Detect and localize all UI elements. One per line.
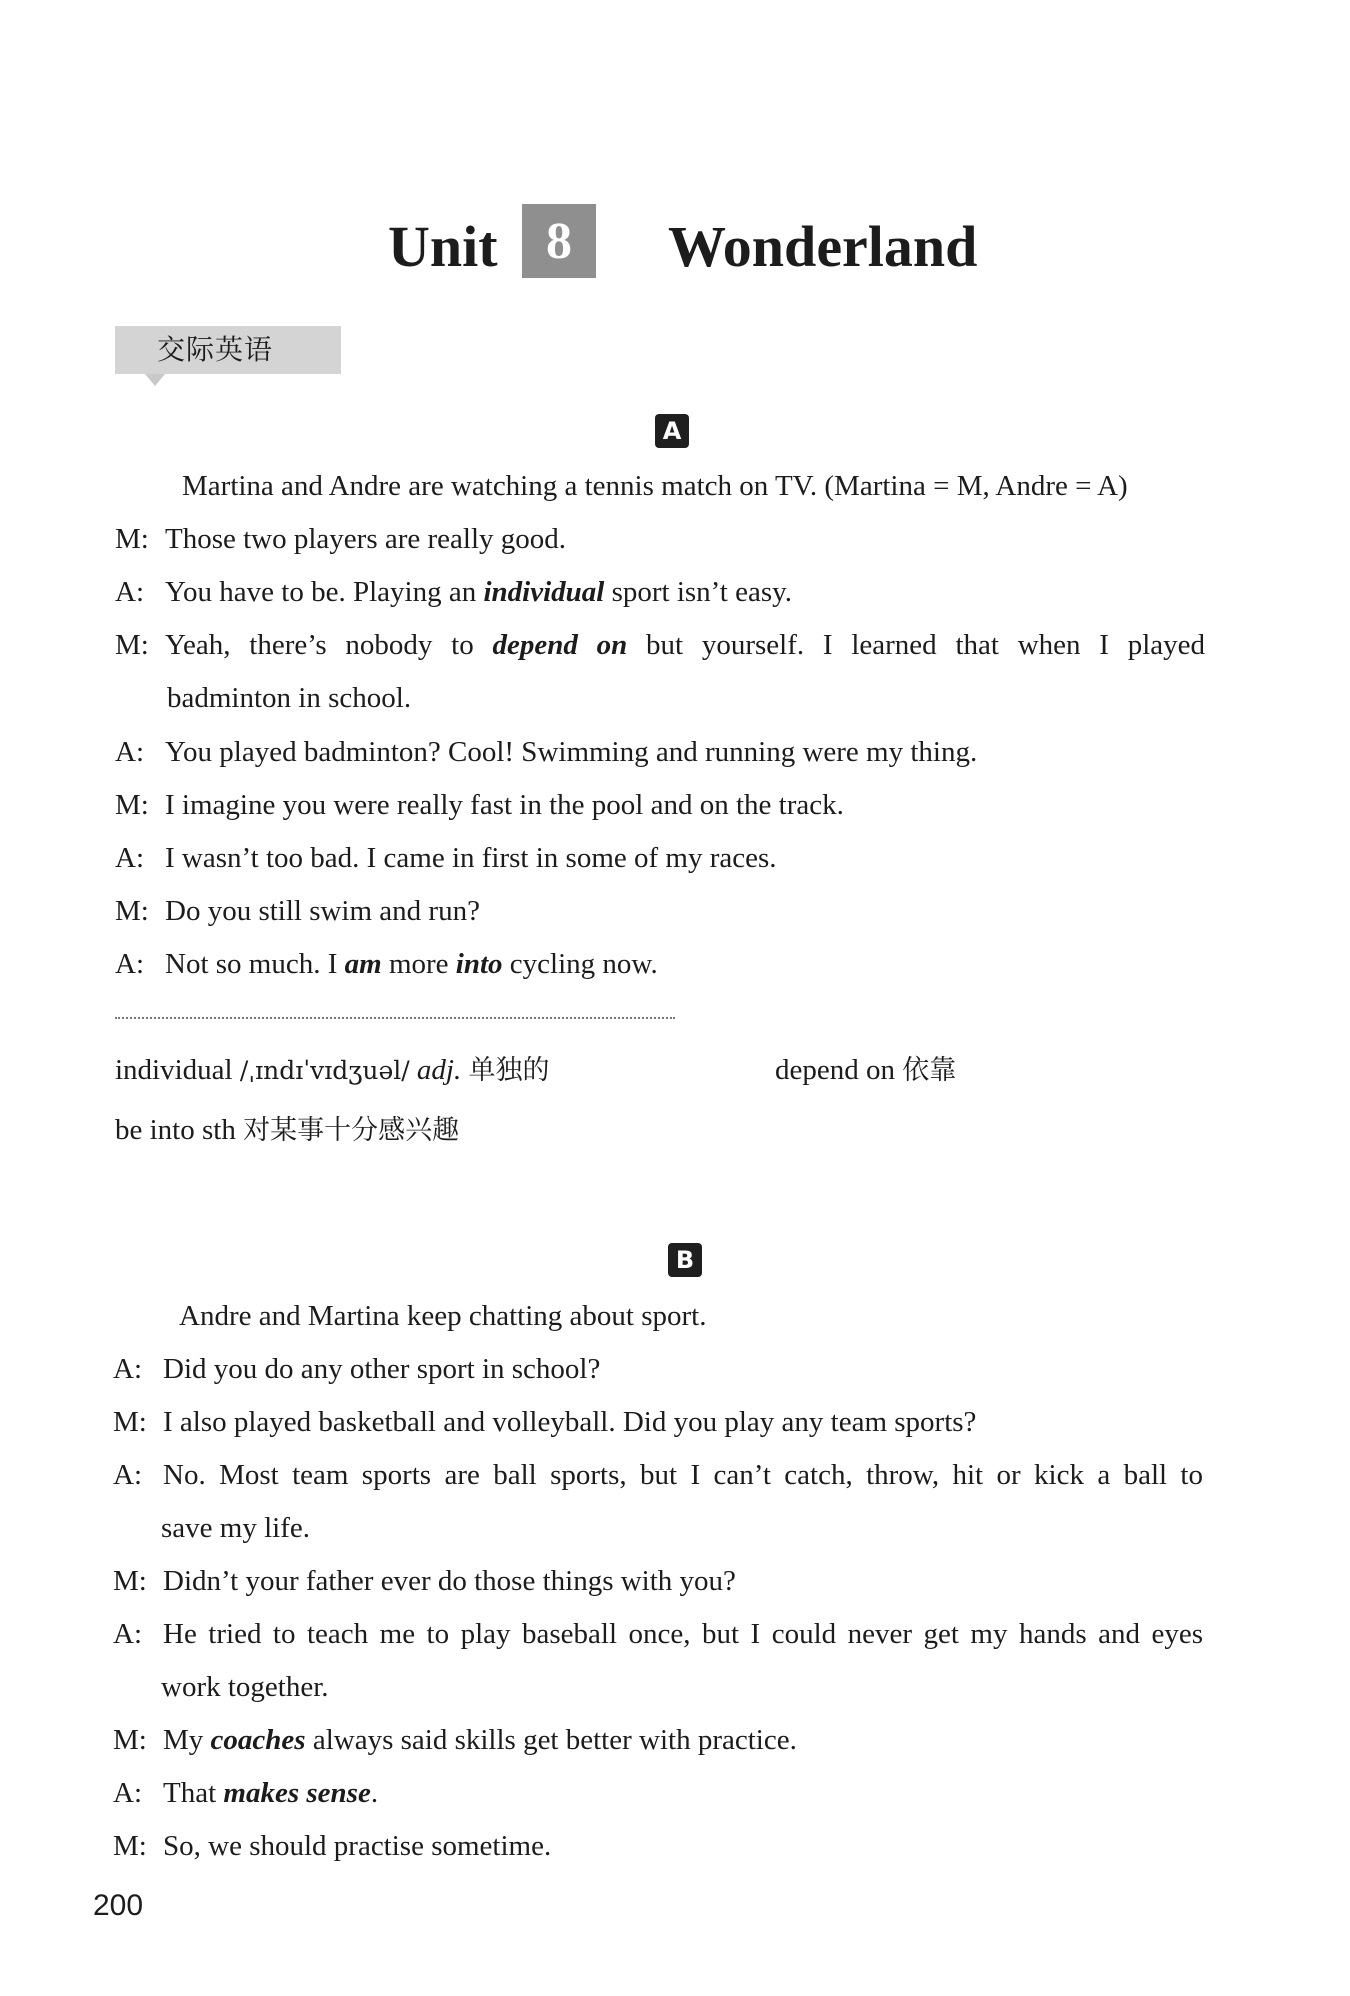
speaker-label: M:: [115, 629, 149, 661]
dialogue-line: [113, 1828, 551, 1864]
vocab-meaning: 对某事十分感兴趣: [243, 1115, 460, 1146]
line-text: .: [370, 1777, 379, 1809]
line-text: My: [163, 1724, 211, 1756]
dialogue-line: [113, 1616, 1203, 1652]
vocab-entry: [775, 1052, 956, 1089]
keyword: makes sense: [223, 1777, 371, 1809]
vocab-meaning: 依靠: [902, 1055, 957, 1086]
speaker-label: A:: [113, 1618, 142, 1650]
vocab-phonetic: /ˌɪndɪˈvɪdʒuəl/: [239, 1056, 410, 1085]
vocab-pos: adj.: [416, 1054, 462, 1086]
keyword: am: [344, 948, 382, 980]
dialogue-line: [115, 787, 844, 823]
vocab-word: depend on: [775, 1054, 895, 1086]
line-text: I imagine you were really fast in the pool and on the track.: [165, 789, 844, 821]
line-text: That: [163, 1777, 224, 1809]
speaker-label: M:: [113, 1830, 147, 1862]
dialogue-line: [113, 1563, 736, 1599]
part-a-badge: A: [655, 414, 689, 448]
line-text: Those two players are really good.: [165, 523, 567, 555]
dialogue-line-continued: badminton in school.: [167, 682, 412, 714]
keyword: depend on: [492, 629, 628, 661]
line-text: No. Most team sports are ball sports, but I can’t catch, throw, hit or kick a ball to: [163, 1459, 1203, 1491]
speaker-label: M:: [113, 1406, 147, 1438]
dialogue-line: [115, 893, 480, 929]
line-text: Do you still swim and run?: [165, 895, 480, 927]
line-text: I also played basketball and volleyball. Did you play any team sports?: [163, 1406, 977, 1438]
dialogue-line: [113, 1775, 378, 1811]
page-number: 200: [93, 1889, 144, 1922]
speaker-label: M:: [113, 1565, 147, 1597]
part-a-intro: Martina and Andre are watching a tennis match on TV. (Martina = M, Andre = A): [182, 470, 1128, 502]
part-b-badge: B: [668, 1243, 702, 1277]
dialogue-line: [115, 734, 977, 770]
vocab-divider: [115, 1017, 675, 1019]
dialogue-line: [113, 1457, 1203, 1493]
speaker-label: A:: [113, 1459, 142, 1491]
line-text: Yeah, there’s nobody to: [165, 629, 493, 661]
keyword: coaches: [210, 1724, 306, 1756]
dialogue-line: [113, 1404, 976, 1440]
line-text: cycling now.: [502, 948, 658, 980]
dialogue-line: [113, 1351, 600, 1387]
speaker-label: A:: [113, 1777, 142, 1809]
line-text: Didn’t your father ever do those things with you?: [163, 1565, 736, 1597]
speaker-label: M:: [115, 523, 149, 555]
speaker-label: M:: [115, 789, 149, 821]
dialogue-line: [113, 1722, 797, 1758]
speaker-label: M:: [115, 895, 149, 927]
speaker-label: A:: [115, 948, 144, 980]
line-text: sport isn’t easy.: [604, 576, 792, 608]
line-text: but yourself. I learned that when I played: [627, 629, 1206, 661]
part-b-intro: Andre and Martina keep chatting about sport.: [179, 1300, 707, 1332]
line-text: Did you do any other sport in school?: [163, 1353, 601, 1385]
speaker-label: A:: [115, 736, 144, 768]
speaker-label: A:: [115, 576, 144, 608]
line-text: always said skills get better with practice.: [305, 1724, 797, 1756]
line-text: You have to be. Playing an: [165, 576, 484, 608]
dialogue-line-continued: save my life.: [161, 1512, 310, 1544]
keyword: into: [455, 948, 503, 980]
speaker-label: A:: [115, 842, 144, 874]
line-text: You played badminton? Cool! Swimming and running were my thing.: [165, 736, 978, 768]
speaker-label: A:: [113, 1353, 142, 1385]
unit-number-box: 8: [522, 204, 596, 278]
line-text: So, we should practise sometime.: [163, 1830, 552, 1862]
unit-name: Wonderland: [668, 214, 978, 279]
vocab-meaning: 单独的: [468, 1055, 550, 1086]
vocab-entry: [115, 1052, 549, 1089]
section-label: 交际英语: [115, 326, 341, 374]
keyword: individual: [483, 576, 605, 608]
line-text: Not so much. I: [165, 948, 345, 980]
vocab-entry: [115, 1112, 459, 1149]
dialogue-line: [115, 574, 792, 610]
dialogue-line: [115, 946, 658, 982]
vocab-word: be into sth: [115, 1114, 236, 1146]
line-text: more: [381, 948, 456, 980]
unit-title: [0, 200, 1350, 290]
line-text: I wasn’t too bad. I came in first in some of my races.: [165, 842, 777, 874]
dialogue-line: [115, 521, 566, 557]
unit-label: Unit: [388, 214, 498, 279]
dialogue-line: [115, 627, 1205, 663]
line-text: He tried to teach me to play baseball once, but I could never get my hands and eyes: [163, 1618, 1203, 1650]
dialogue-line-continued: work together.: [161, 1671, 329, 1703]
speaker-label: M:: [113, 1724, 147, 1756]
vocab-word: individual: [115, 1054, 233, 1086]
dialogue-line: [115, 840, 777, 876]
